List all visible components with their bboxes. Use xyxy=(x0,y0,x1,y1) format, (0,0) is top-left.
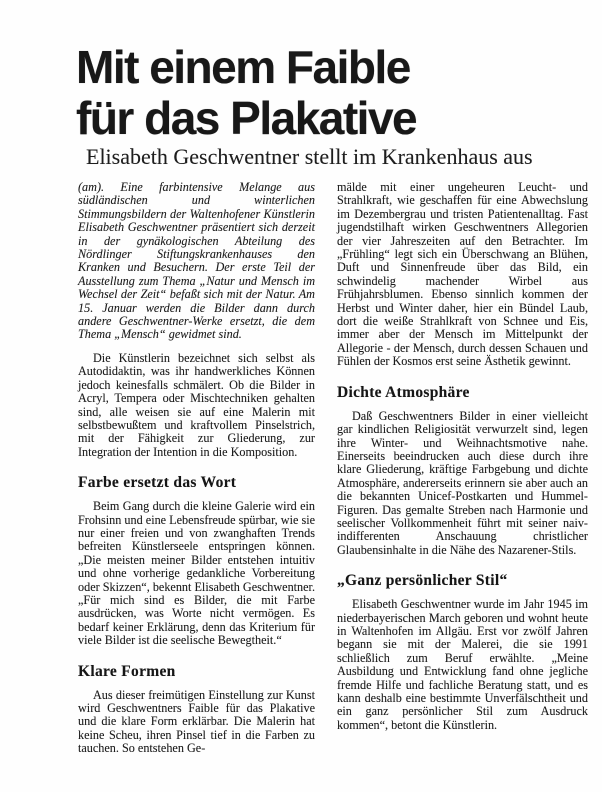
body-paragraph-biografie: Elisabeth Geschwentner wurde im Jahr 1945 im niederbayerischen March geboren und wohnt heute in Waltenhofen im Allgäu. Erst vor zwölf Jahren begann sie mit der Malerei, die sie 1991 schließlich zum Beruf erwählte. „Meine Ausbildung und Entwicklung fand ohne jegliche fremde Hilfe und fachliche Beratung statt, und es kann deshalb eine bestimmte Unverfälschtheit und ein ganz persönlicher Stil zum Ausdruck kommen“, betont die Künstlerin. xyxy=(337,597,588,732)
section-heading-ganz-persoenlicher-stil: „Ganz persönlicher Stil“ xyxy=(337,572,508,590)
section-heading-dichte-atmosphaere: Dichte Atmosphäre xyxy=(337,383,470,401)
left-column xyxy=(78,181,315,756)
body-paragraph-einstellung: Aus dieser freimütigen Einstellung zur Kunst wird Geschwentners Faible für das Plakative und die klare Form erklärbar. Die Malerin hat keine Scheu, ihren Pinsel tief in die Farben zu tauchen. So entstehen Ge- xyxy=(78,687,315,756)
article-title-line-1: Mit einem Faible xyxy=(76,41,410,93)
body-paragraph-autodidaktin: Die Künstlerin bezeichnet sich selbst als Autodidaktin, was ihr handwerkliches Können jedoch keinesfalls schmälert. Ob die Bilder in Acryl, Tempera oder Mischtechniken gehalten sind, alle weisen sie auf eine Malerin mit selbstbewußtem und kraftvollem Pinselstrich, mit der Fähigkeit zur Gliederung, zur Integration der Intention in die Komposition. xyxy=(78,350,315,459)
body-paragraph-religiositaet: Daß Geschwentners Bilder in einer vielleicht gar kindlichen Religiosität verwurzelt sind, legen ihre Winter- und Weihnachtsmotive nahe. Einerseits beeindrucken auch diese durch ihre klare Gliederung, kräftige Farbgebung und dichte Atmosphäre, andererseits erinnern sie aber auch an die bekannten Unicef-Postkarten und Hummel-Figuren. Das gemalte Streben nach Harmonie und seelischer Vollkommenheit führt mit seiner naiv-indifferenten Anschauung christlicher Glaubensinhalte in die Nähe des Nazarener-Stils. xyxy=(337,408,588,557)
article-title xyxy=(76,42,416,144)
right-column xyxy=(337,181,588,756)
section-heading-farbe-ersetzt-das-wort: Farbe ersetzt das Wort xyxy=(78,474,237,492)
section-heading-klare-formen: Klare Formen xyxy=(78,662,176,680)
article-title-line-2: für das Plakative xyxy=(76,92,417,144)
lead-paragraph: (am). Eine farbintensive Melange aus südländischen und winterlichen Stimmungsbildern der Waltenhofener Künstlerin Elisabeth Geschwentner präsentiert sich derzeit in der gynäkologischen Abteilung des Nördlinger Stiftungskrankenhauses den Kranken und Besuchern. Der erste Teil der Ausstellung zum Thema „Natur und Mensch im Wechsel der Zeit“ befaßt sich mit der Natur. Am 15. Januar werden die Bilder dann durch andere Geschwentner-Werke ersetzt, die dem Thema „Mensch“ gewidmet sind. xyxy=(78,180,315,342)
body-paragraph-galerie: Beim Gang durch die kleine Galerie wird ein Frohsinn und eine Lebensfreude spürbar, wie sie nur einer freien und von zwanghaften Trends befreiten Künstlerseele entspringen können. „Die meisten meiner Bilder entstehen intuitiv und ohne vorherige gedankliche Vorbereitung oder Skizzen“, bekennt Elisabeth Geschwentner. „Für mich sind es Bilder, die mit Farbe ausdrücken, was Worte nicht vermögen. Es bedarf keiner Erklärung, denn das Kriterium für viele Bilder ist die seelische Bewegtheit.“ xyxy=(78,499,315,648)
article-body xyxy=(78,181,588,756)
article-subtitle: Elisabeth Geschwentner stellt im Krankenhaus aus xyxy=(86,144,533,169)
body-paragraph-gemaelde: mälde mit einer ungeheuren Leucht- und Strahlkraft, wie geschaffen für eine Abwechslung im Dezembergrau und tristen Patientenalltag. Fast jugendstilhaft wirken Geschwentners Allegorien der vier Jahreszeiten auf den Betrachter. Im „Frühling“ legt sich ein Überschwang an Blühen, Duft und Sinnenfreude über das Bild, ein schwindelig machender Wirbel aus Frühjahrsblumen. Ebenso sinnlich kommen der Herbst und Winter daher, hier ein Bündel Laub, dort die weiße Strahlkraft von Schnee und Eis, immer aber der Mensch im Mittelpunkt der Allegorie - der Mensch, durch dessen Schauen und Fühlen der Kosmos erst seine Ästhetik gewinnt. xyxy=(337,180,588,369)
